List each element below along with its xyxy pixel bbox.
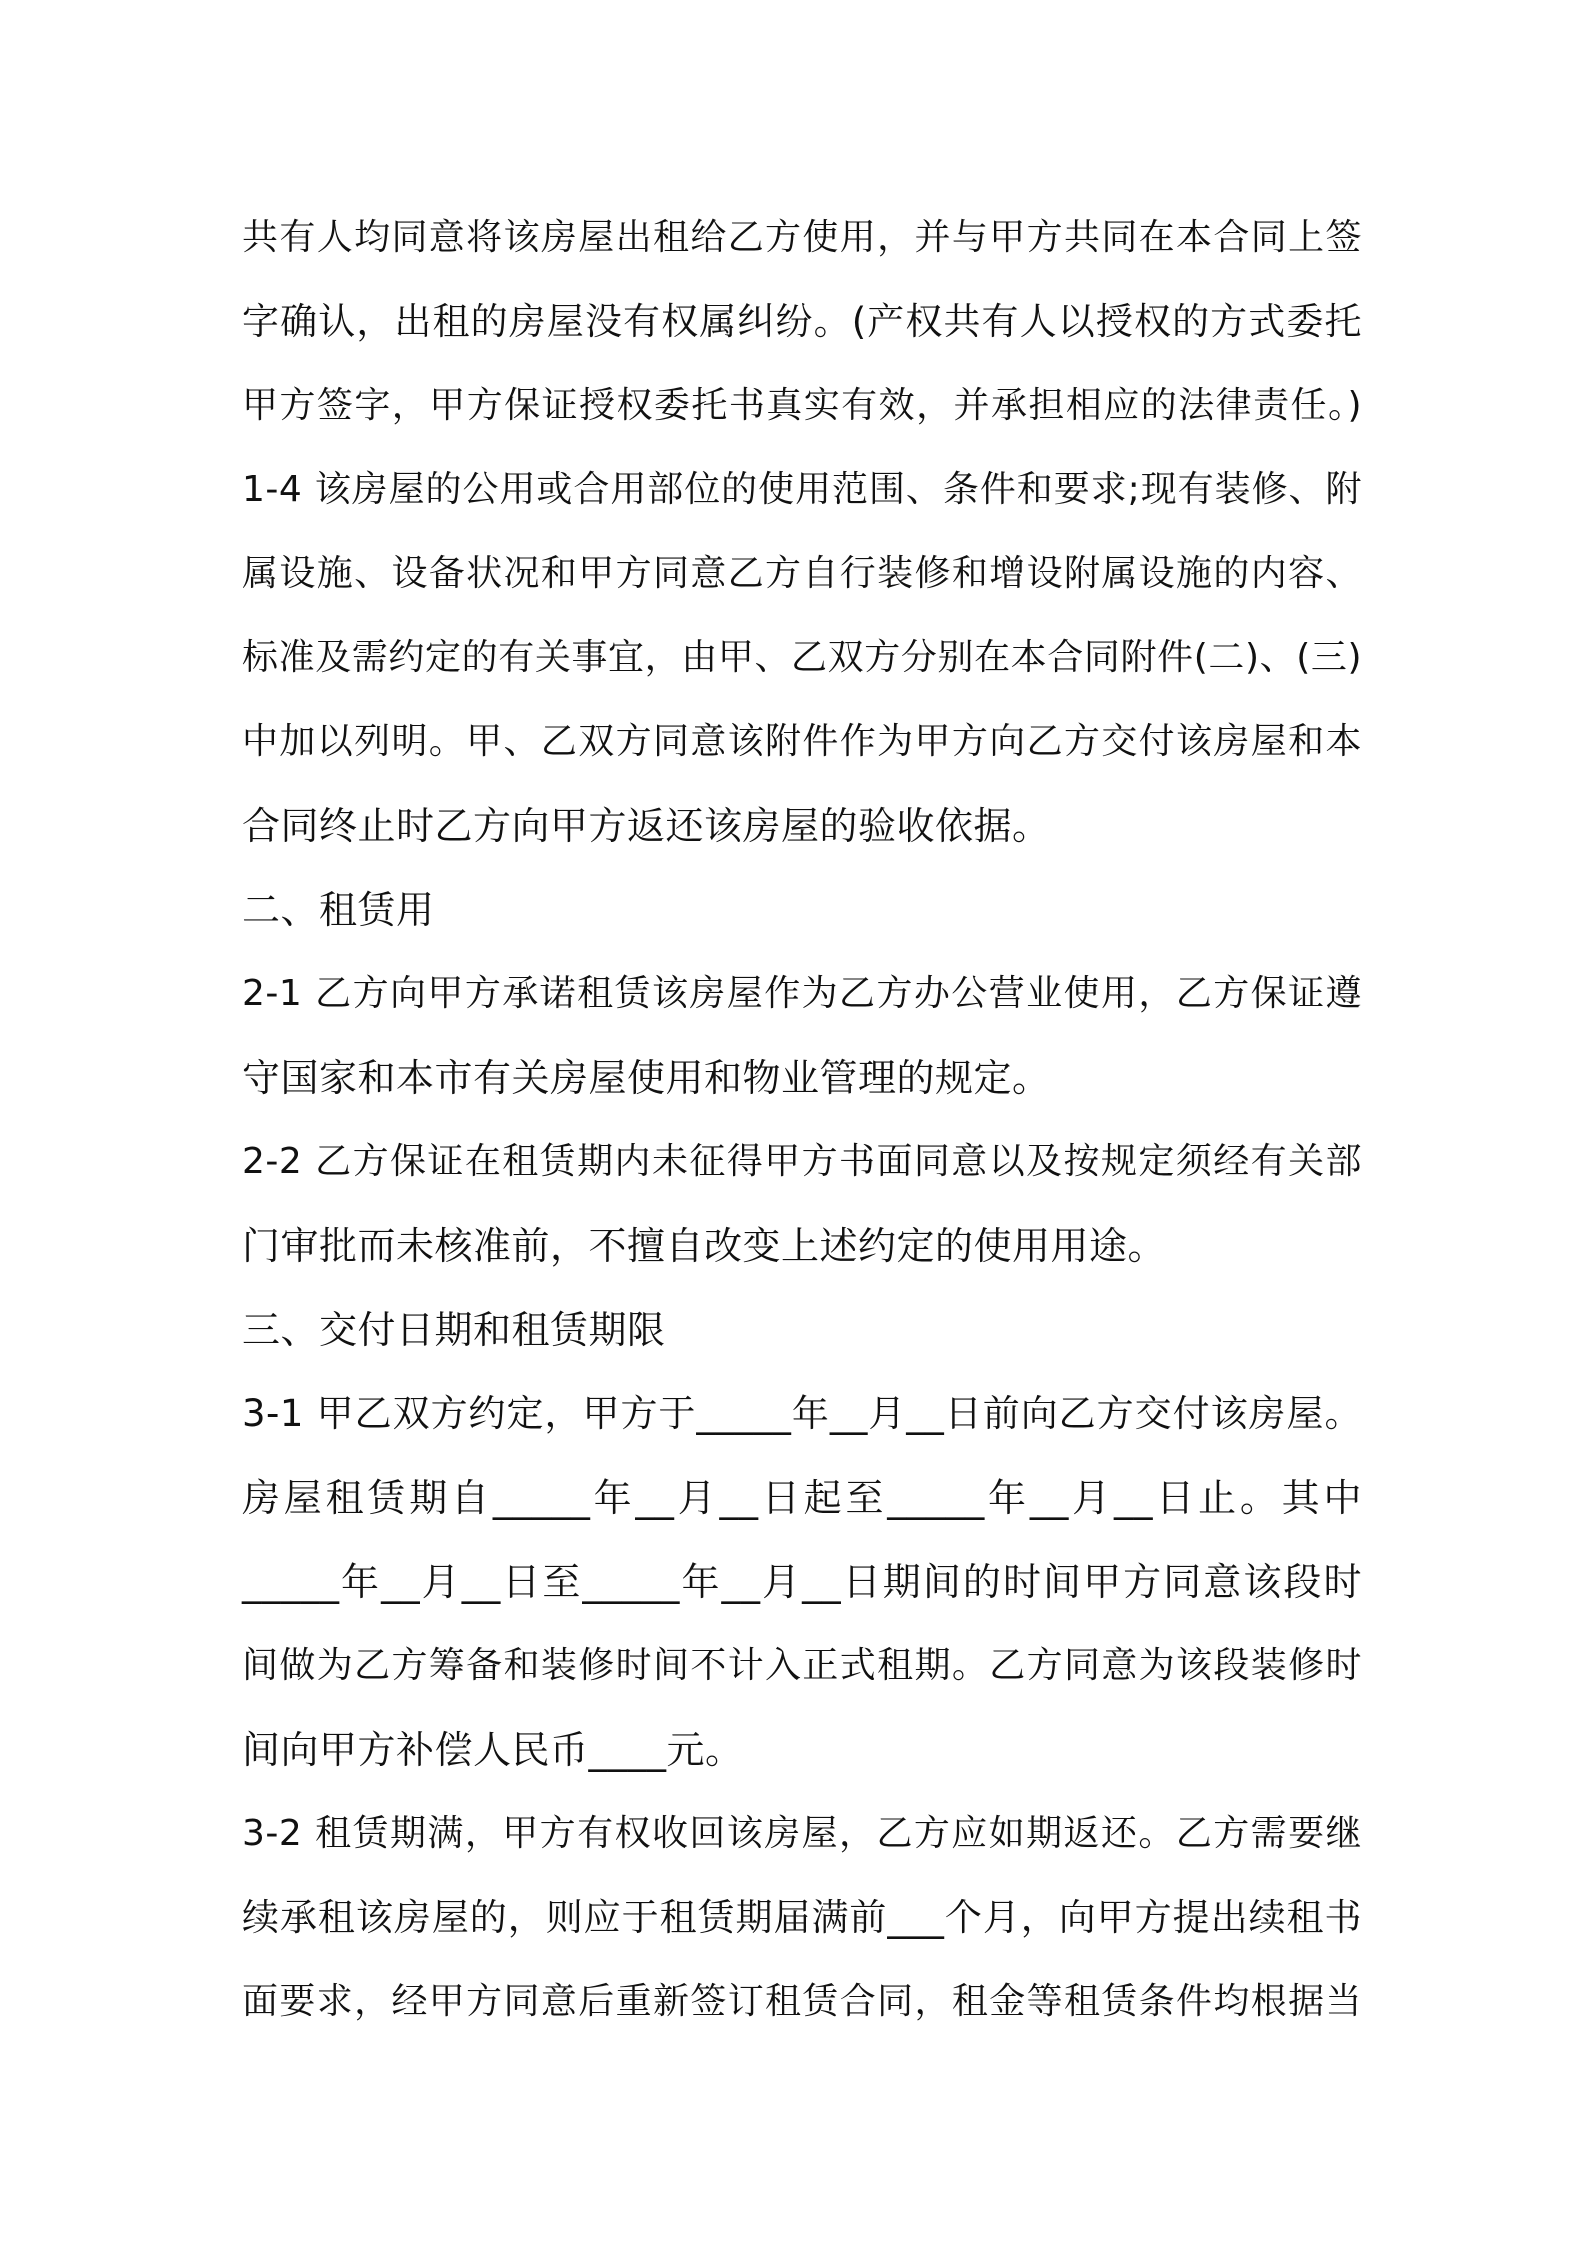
text-line: 间做为乙方筹备和装修时间不计入正式租期。乙方同意为该段装修时 — [242, 1645, 1362, 1686]
text-line: 续承租该房屋的，则应于租赁期届满前___个月，向甲方提出续租书 — [242, 1896, 1362, 1939]
text-line: 房屋租赁期自_____年__月__日起至_____年__月__日止。其中 — [242, 1476, 1362, 1520]
text-line: 字确认，出租的房屋没有权属纠纷。(产权共有人以授权的方式委托 — [242, 300, 1362, 343]
document-body — [242, 196, 1362, 2044]
clause-2-1: 2-1 乙方向甲方承诺租赁该房屋作为乙方办公营业使用，乙方保证遵 — [242, 973, 1362, 1014]
text-line: 共有人均同意将该房屋出租给乙方使用，并与甲方共同在本合同上签 — [242, 217, 1362, 258]
text-line: 甲方签字，甲方保证授权委托书真实有效，并承担相应的法律责任。) — [242, 385, 1362, 426]
section-heading-2: 二、租赁用 — [242, 888, 435, 932]
text-line: 守国家和本市有关房屋使用和物业管理的规定。 — [242, 1056, 1051, 1100]
text-line: 间向甲方补偿人民币____元。 — [242, 1728, 744, 1772]
text-line: _____年__月__日至_____年__月__日期间的时间甲方同意该段时 — [242, 1560, 1362, 1604]
clause-3-1: 3-1 甲乙双方约定，甲方于_____年__月__日前向乙方交付该房屋。 — [242, 1392, 1362, 1435]
text-line: 门审批而未核准前，不擅自改变上述约定的使用用途。 — [242, 1224, 1167, 1268]
clause-1-4: 1-4 该房屋的公用或合用部位的使用范围、条件和要求;现有装修、附 — [242, 469, 1362, 510]
clause-3-2: 3-2 租赁期满，甲方有权收回该房屋，乙方应如期返还。乙方需要继 — [242, 1813, 1362, 1854]
section-heading-3: 三、交付日期和租赁期限 — [242, 1308, 666, 1352]
text-line: 属设施、设备状况和甲方同意乙方自行装修和增设附属设施的内容、 — [242, 553, 1362, 594]
text-line: 合同终止时乙方向甲方返还该房屋的验收依据。 — [242, 804, 1051, 848]
clause-2-2: 2-2 乙方保证在租赁期内未征得甲方书面同意以及按规定须经有关部 — [242, 1141, 1362, 1182]
text-line: 面要求，经甲方同意后重新签订租赁合同，租金等租赁条件均根据当 — [242, 1981, 1362, 2022]
text-line: 标准及需约定的有关事宜，由甲、乙双方分别在本合同附件(二)、(三) — [242, 637, 1362, 678]
text-line: 中加以列明。甲、乙双方同意该附件作为甲方向乙方交付该房屋和本 — [242, 721, 1362, 762]
